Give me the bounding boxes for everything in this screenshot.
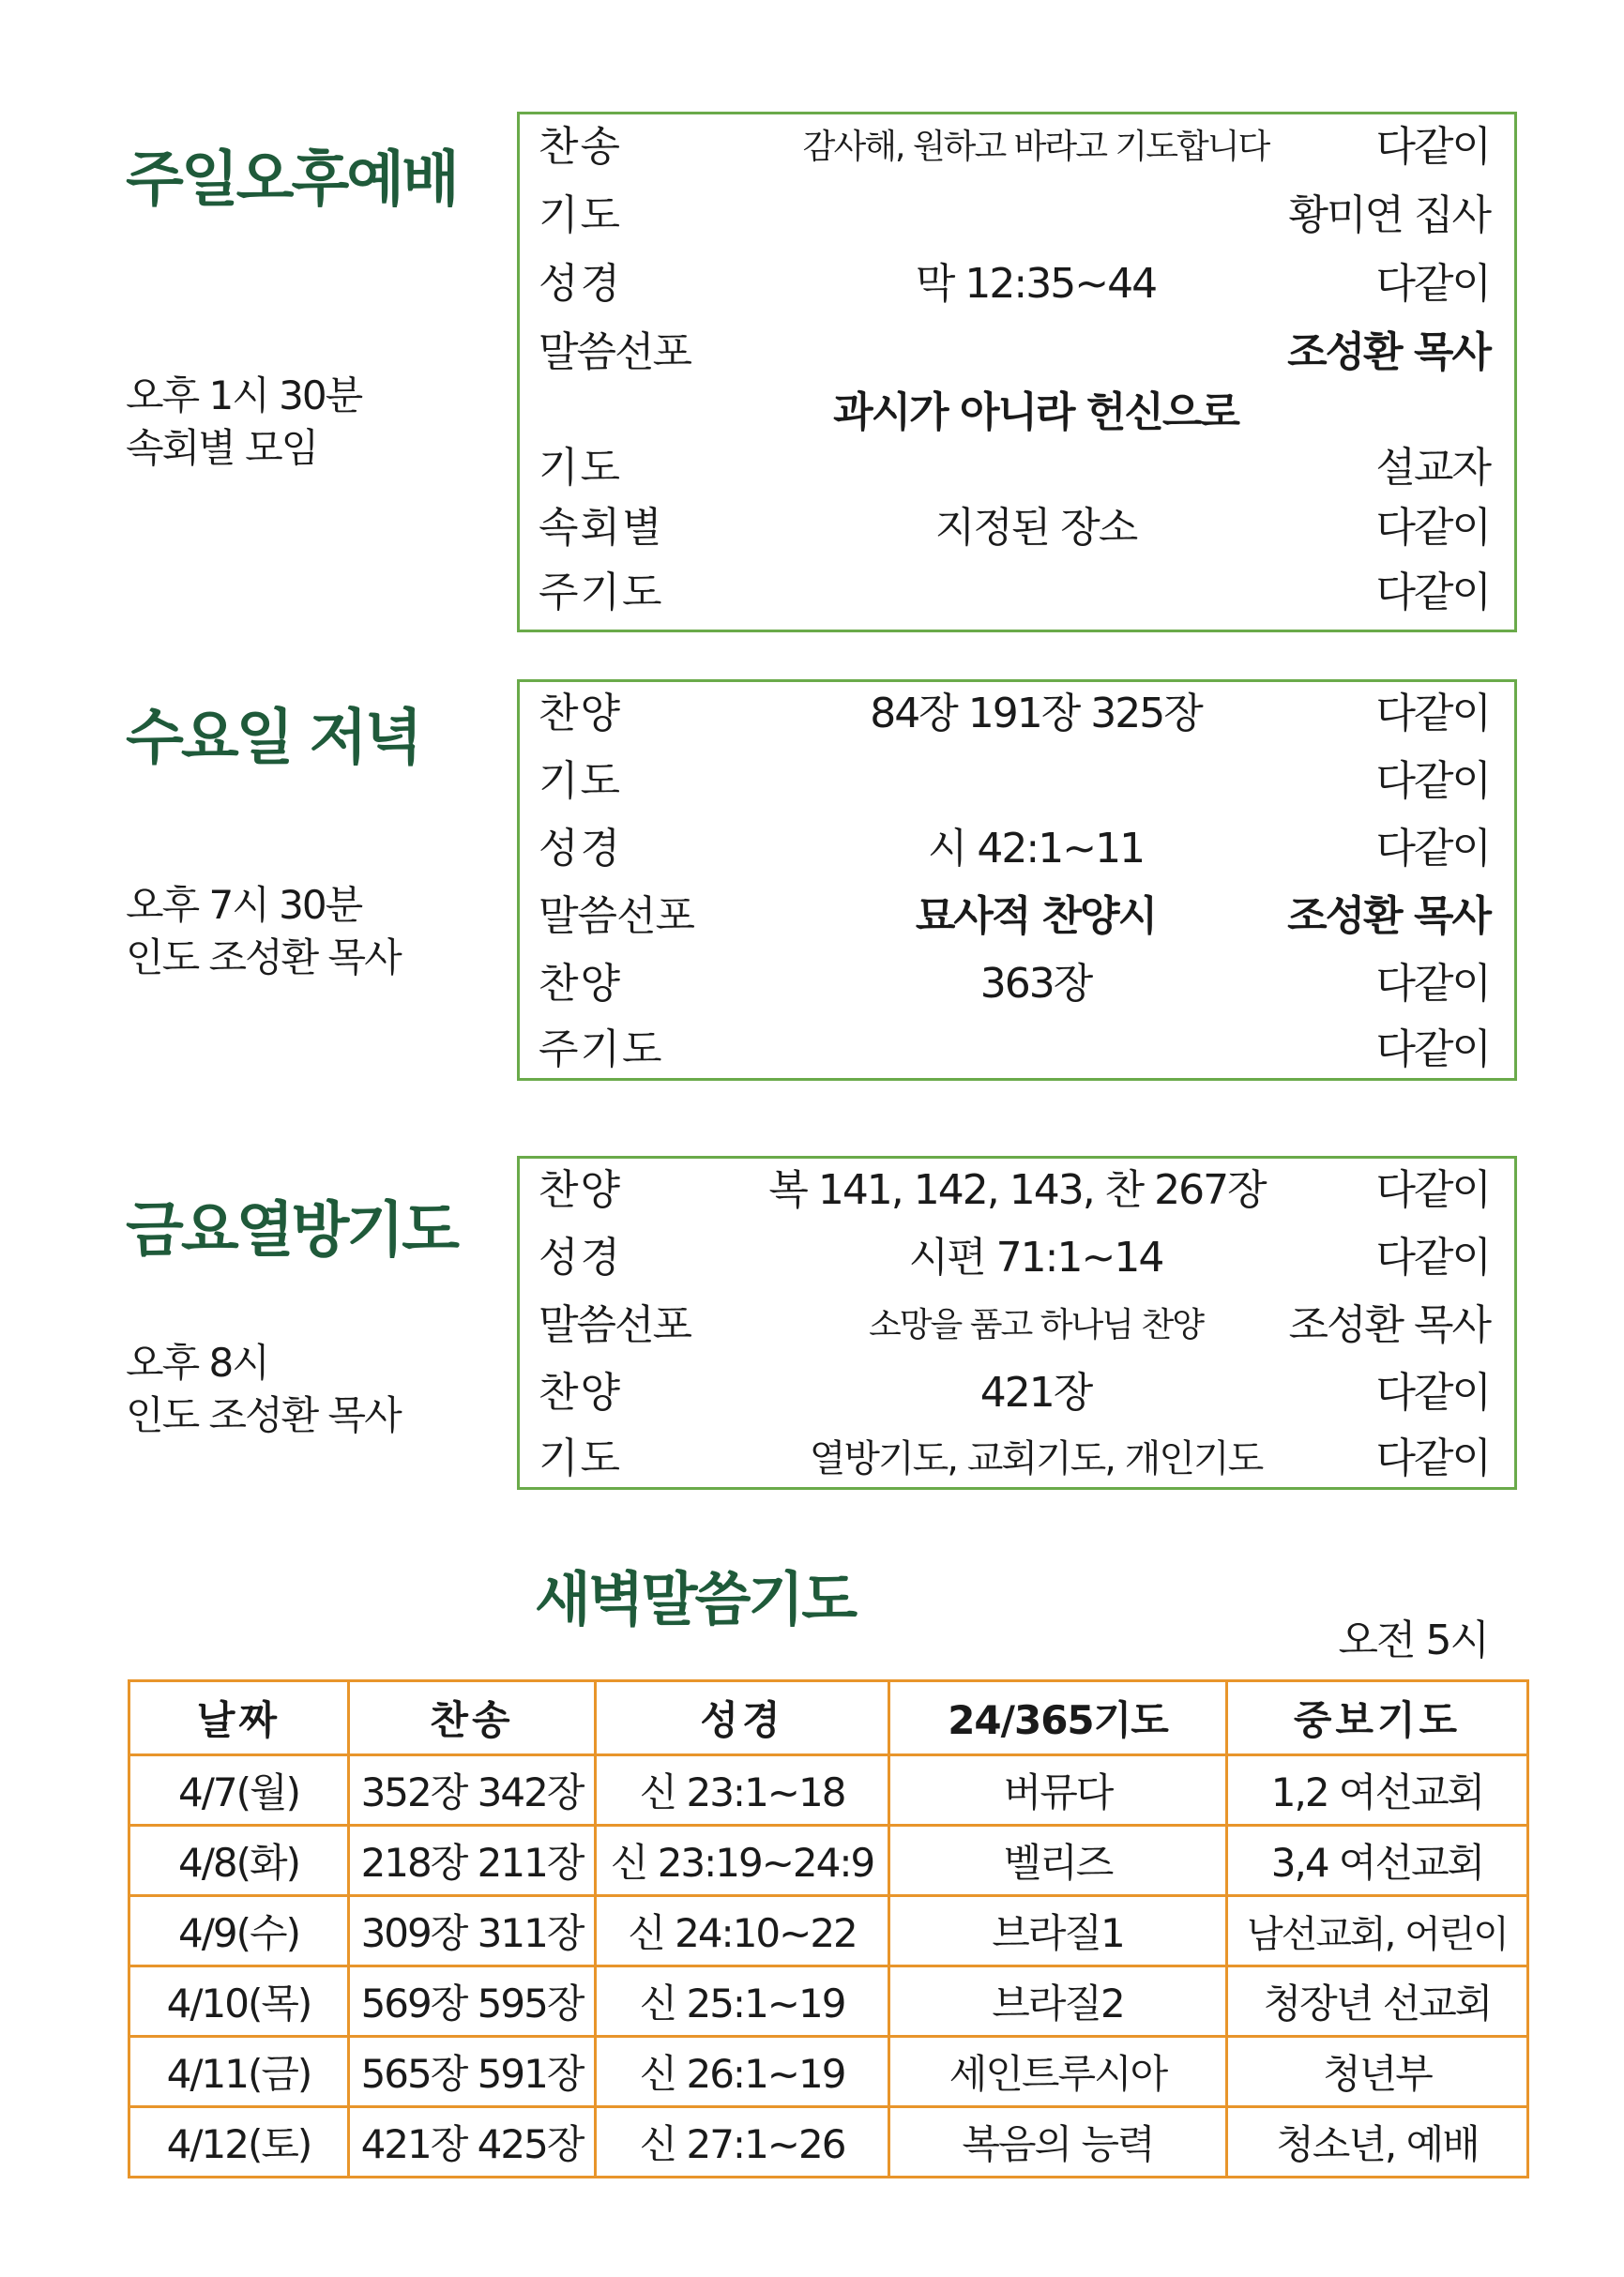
order-item: 성경 <box>539 1234 623 1282</box>
order-detail: 지정된 장소 <box>934 504 1137 552</box>
order-item: 찬송 <box>539 123 623 171</box>
order-leader: 다같이 <box>1375 1369 1490 1417</box>
cell-intercession: 남선교회, 어린이 <box>1227 1896 1528 1966</box>
order-row <box>520 498 1514 558</box>
order-detail: 84장 191장 325장 <box>870 690 1202 737</box>
order-row <box>520 117 1514 177</box>
dawn-time: 오전 5시 <box>1338 1617 1488 1664</box>
cell-scripture: 신 27:1~26 <box>596 2107 889 2178</box>
order-leader: 황미연 집사 <box>1288 191 1490 239</box>
sunday-time <box>126 370 361 475</box>
order-leader: 다같이 <box>1375 123 1490 171</box>
order-item: 기도 <box>539 191 623 239</box>
order-row <box>520 1228 1514 1288</box>
order-item: 기도 <box>539 757 623 805</box>
order-leader: 조성환 목사 <box>1287 328 1490 376</box>
friday-order-box <box>517 1156 1517 1490</box>
order-item: 찬양 <box>539 960 623 1008</box>
order-leader: 다같이 <box>1375 260 1490 308</box>
order-row <box>520 438 1514 498</box>
cell-hymn: 569장 595장 <box>349 1966 596 2037</box>
sunday-time-line2: 속회별 모임 <box>126 425 318 471</box>
order-row <box>520 323 1514 383</box>
order-leader: 다같이 <box>1375 1166 1490 1214</box>
friday-time-line1: 오후 8시 <box>126 1340 268 1386</box>
order-row <box>520 383 1514 443</box>
order-leader: 다같이 <box>1375 960 1490 1008</box>
cell-intercession: 청소년, 예배 <box>1227 2107 1528 2178</box>
order-row <box>520 563 1514 623</box>
order-row <box>520 684 1514 744</box>
cell-hymn: 218장 211장 <box>349 1826 596 1896</box>
order-item: 찬양 <box>539 690 623 737</box>
friday-time <box>126 1337 401 1442</box>
order-row <box>520 1296 1514 1356</box>
order-item: 속회별 <box>539 504 664 552</box>
cell-date: 4/8(화) <box>129 1826 349 1896</box>
wednesday-order-box <box>517 679 1517 1081</box>
order-leader: 다같이 <box>1375 504 1490 552</box>
cell-prayer-country: 버뮤다 <box>889 1755 1227 1826</box>
column-header-hymn: 찬송 <box>349 1681 596 1755</box>
order-leader: 다같이 <box>1375 757 1490 805</box>
order-item: 주기도 <box>539 1025 664 1073</box>
order-row <box>520 254 1514 314</box>
order-row <box>520 887 1514 947</box>
cell-date: 4/7(월) <box>129 1755 349 1826</box>
friday-title: 금요열방기도 <box>126 1196 457 1266</box>
sunday-order-box <box>517 112 1517 632</box>
order-row <box>520 751 1514 812</box>
cell-intercession: 청장년 선교회 <box>1227 1966 1528 2037</box>
order-row <box>520 1429 1514 1489</box>
cell-hymn: 352장 342장 <box>349 1755 596 1826</box>
order-item: 성경 <box>539 260 623 308</box>
order-leader: 다같이 <box>1375 825 1490 873</box>
friday-time-line2: 인도 조성환 목사 <box>126 1392 401 1438</box>
cell-date: 4/10(목) <box>129 1966 349 2037</box>
order-row <box>520 186 1514 246</box>
cell-date: 4/12(토) <box>129 2107 349 2178</box>
cell-scripture: 신 23:1~18 <box>596 1755 889 1826</box>
cell-scripture: 신 24:10~22 <box>596 1896 889 1966</box>
order-leader: 다같이 <box>1375 690 1490 737</box>
order-row <box>520 1363 1514 1423</box>
order-leader: 조성환 목사 <box>1288 1301 1490 1349</box>
order-detail: 363장 <box>979 960 1092 1008</box>
table-row <box>129 2037 1528 2107</box>
order-leader: 조성환 목사 <box>1287 892 1490 940</box>
wednesday-title: 수요일 저녁 <box>126 704 420 773</box>
dawn-title: 새벽말씀기도 <box>534 1565 856 1633</box>
order-row <box>520 1161 1514 1221</box>
order-detail: 소망을 품고 하나님 찬양 <box>868 1306 1204 1344</box>
cell-date: 4/11(금) <box>129 2037 349 2107</box>
order-row <box>520 954 1514 1014</box>
order-leader: 다같이 <box>1375 1234 1490 1282</box>
order-item: 기도 <box>539 444 623 492</box>
cell-intercession: 1,2 여선교회 <box>1227 1755 1528 1826</box>
cell-intercession: 3,4 여선교회 <box>1227 1826 1528 1896</box>
order-leader: 다같이 <box>1375 1435 1490 1482</box>
column-header-24-365-prayer: 24/365기도 <box>889 1681 1227 1755</box>
order-item: 기도 <box>539 1435 623 1482</box>
column-header-intercession: 중보기도 <box>1227 1681 1528 1755</box>
order-detail: 421장 <box>979 1369 1092 1417</box>
dawn-schedule-table <box>128 1679 1529 2178</box>
order-detail: 복 141, 142, 143, 찬 267장 <box>768 1166 1266 1214</box>
cell-prayer-country: 브라질1 <box>889 1896 1227 1966</box>
order-leader: 다같이 <box>1375 569 1490 616</box>
cell-prayer-country: 복음의 능력 <box>889 2107 1227 2178</box>
order-detail: 시 42:1~11 <box>927 825 1145 873</box>
cell-hymn: 309장 311장 <box>349 1896 596 1966</box>
table-row <box>129 1826 1528 1896</box>
table-row <box>129 1966 1528 2037</box>
order-row <box>520 1020 1514 1080</box>
order-leader: 설교자 <box>1375 444 1490 492</box>
wednesday-time <box>126 879 401 984</box>
cell-date: 4/9(수) <box>129 1896 349 1966</box>
order-leader: 다같이 <box>1375 1025 1490 1073</box>
table-row <box>129 1755 1528 1826</box>
cell-prayer-country: 브라질2 <box>889 1966 1227 2037</box>
order-detail: 열방기도, 교회기도, 개인기도 <box>809 1437 1263 1480</box>
order-detail: 감사해, 원하고 바라고 기도합니다 <box>802 128 1269 166</box>
sunday-title: 주일오후예배 <box>126 145 457 215</box>
cell-prayer-country: 세인트루시아 <box>889 2037 1227 2107</box>
sermon-title: 과시가 아니라 헌신으로 <box>833 388 1238 436</box>
order-item: 말씀선포 <box>539 892 695 940</box>
order-detail: 막 12:35~44 <box>915 260 1157 308</box>
cell-hymn: 421장 425장 <box>349 2107 596 2178</box>
table-row <box>129 1896 1528 1966</box>
order-item: 찬양 <box>539 1166 623 1214</box>
cell-scripture: 신 26:1~19 <box>596 2037 889 2107</box>
order-row <box>520 819 1514 879</box>
cell-hymn: 565장 591장 <box>349 2037 596 2107</box>
order-item: 주기도 <box>539 569 664 616</box>
order-item: 성경 <box>539 825 623 873</box>
table-row <box>129 2107 1528 2178</box>
cell-scripture: 신 25:1~19 <box>596 1966 889 2037</box>
order-item: 말씀선포 <box>539 1301 691 1349</box>
wednesday-time-line1: 오후 7시 30분 <box>126 882 362 928</box>
table-header-row <box>129 1681 1528 1755</box>
cell-scripture: 신 23:19~24:9 <box>596 1826 889 1896</box>
column-header-date: 날짜 <box>129 1681 349 1755</box>
sunday-time-line1: 오후 1시 30분 <box>126 372 362 418</box>
order-item: 찬양 <box>539 1369 623 1417</box>
sermon-title: 묘사적 찬양시 <box>915 892 1157 940</box>
cell-prayer-country: 벨리즈 <box>889 1826 1227 1896</box>
order-detail: 시편 71:1~14 <box>908 1234 1163 1282</box>
column-header-scripture: 성경 <box>596 1681 889 1755</box>
wednesday-time-line2: 인도 조성환 목사 <box>126 934 401 980</box>
cell-intercession: 청년부 <box>1227 2037 1528 2107</box>
order-item: 말씀선포 <box>539 328 691 376</box>
